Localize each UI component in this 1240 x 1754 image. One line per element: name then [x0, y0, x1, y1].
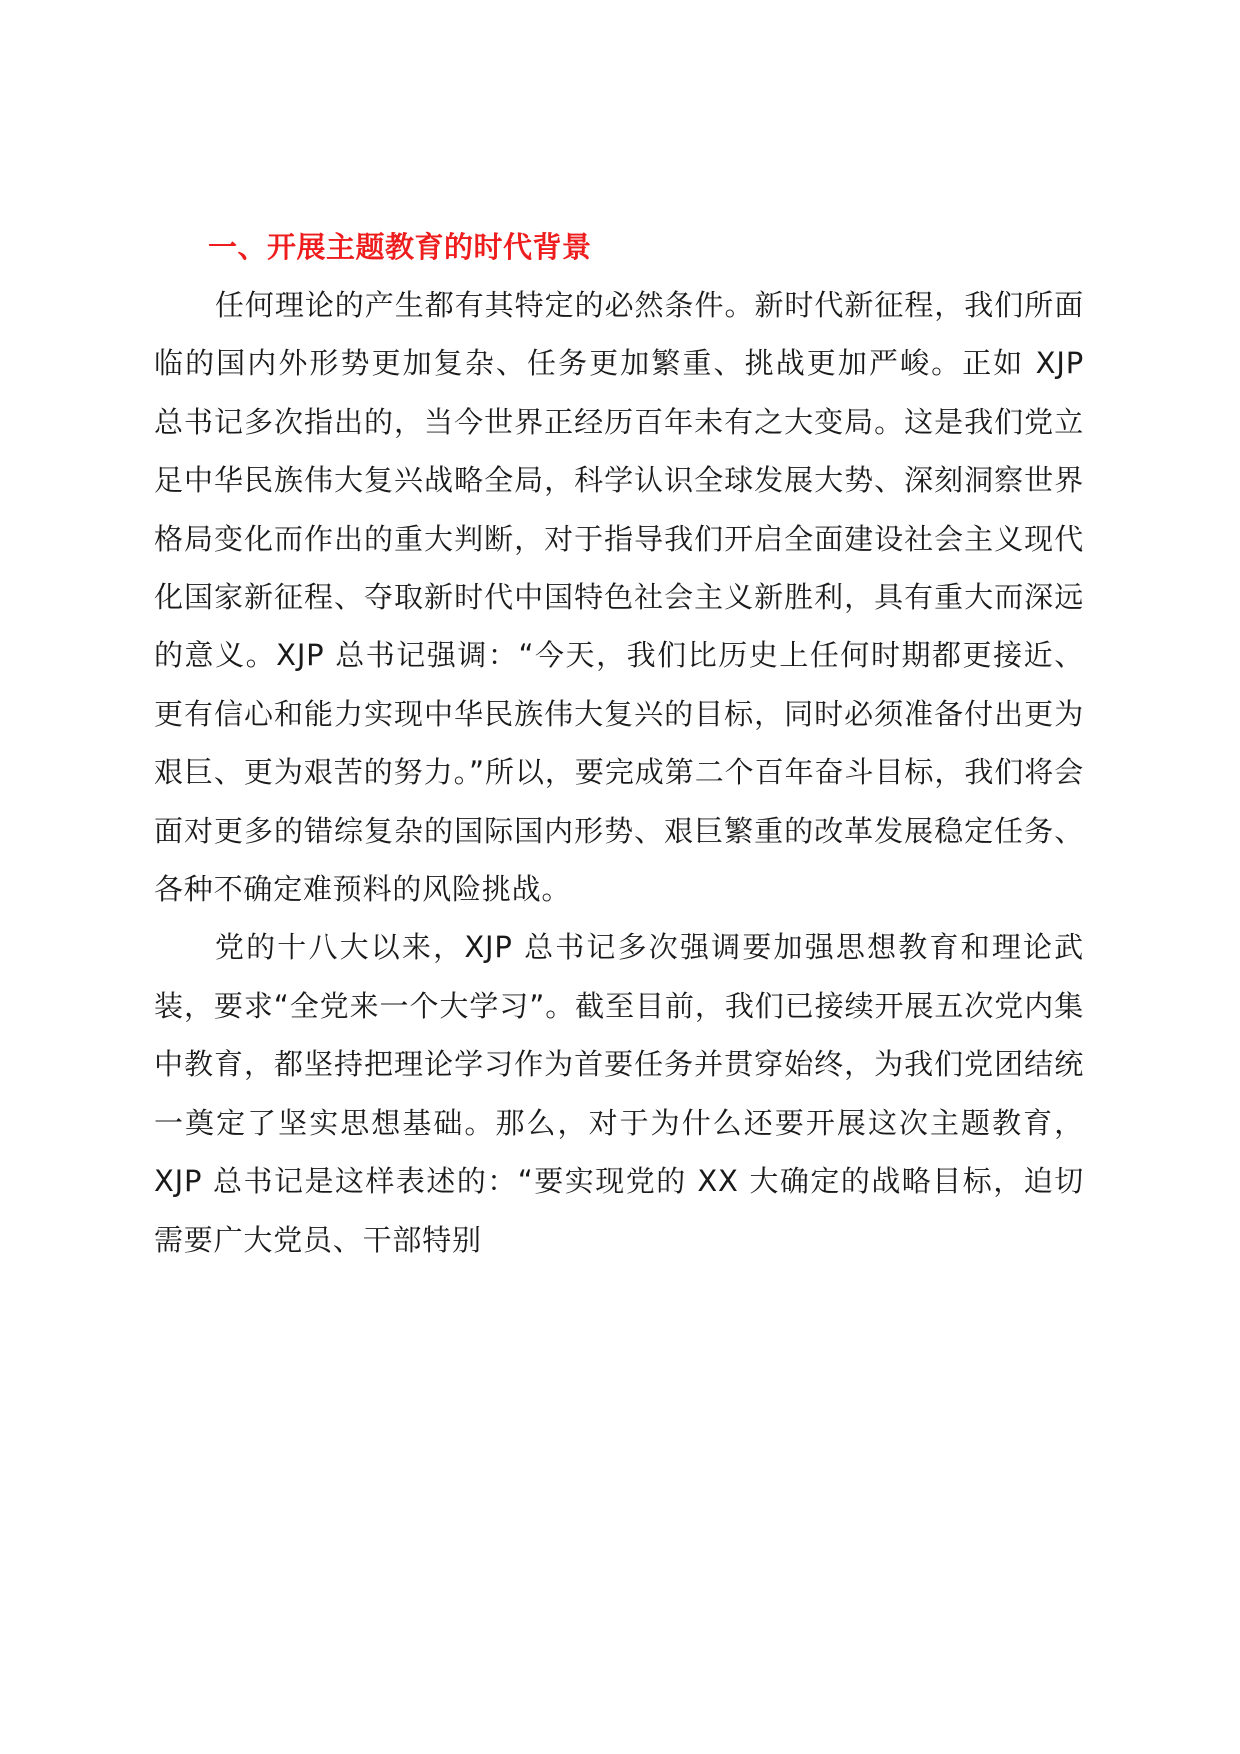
- paragraph-1: 任何理论的产生都有其特定的必然条件。新时代新征程，我们所面临的国内外形势更加复杂、任务更加繁重、挑战更加严峻。正如 XJP 总书记多次指出的，当今世界正经历百年未有之大变局。这是我们党立足中华民族伟大复兴战略全局，科学认识全球发展大势、深刻洞察世界格局变化而作出的重大判断，对于指导我们开启全面建设社会主义现代化国家新征程、夺取新时代中国特色社会主义新胜利，具有重大而深远的意义。XJP 总书记强调：“今天，我们比历史上任何时期都更接近、更有信心和能力实现中华民族伟大复兴的目标，同时必须准备付出更为艰巨、更为艰苦的努力。”所以，要完成第二个百年奋斗目标，我们将会面对更多的错综复杂的国际国内形势、艰巨繁重的改革发展稳定任务、各种不确定难预料的风险挑战。: [154, 288, 1084, 907]
- document-body: [154, 218, 1084, 1269]
- paragraph-2: 党的十八大以来，XJP 总书记多次强调要加强思想教育和理论武装，要求“全党来一个大学习”。截至目前，我们已接续开展五次党内集中教育，都坚持把理论学习作为首要任务并贯穿始终，为我们党团结统一奠定了坚实思想基础。那么，对于为什么还要开展这次主题教育，XJP 总书记是这样表述的：“要实现党的 XX 大确定的战略目标，迫切需要广大党员、干部特别: [154, 930, 1084, 1257]
- section-heading: 一、开展主题教育的时代背景: [208, 230, 592, 264]
